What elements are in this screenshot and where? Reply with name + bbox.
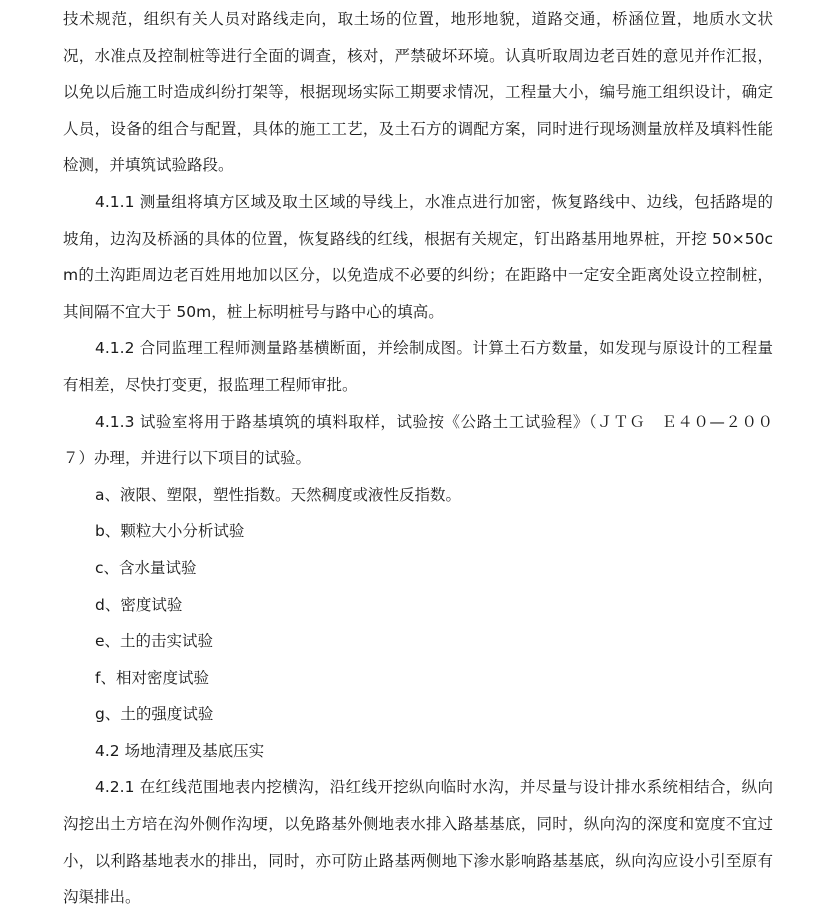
paragraph-4-2-1: 4.2.1 在红线范围地表内挖横沟，沿红线开挖纵向临时水沟，并尽量与设计排水系统相结合，纵向沟挖出土方培在沟外侧作沟埂，以免路基外侧地表水排入路基基底，同时，纵向沟的深度和宽度不宜过小，以利路基地表水的排出，同时，亦可防止路基两侧地下渗水影响路基基底，纵向沟应设小引至原有沟渠排出。	[63, 778, 773, 907]
paragraph-intro: 技术规范，组织有关人员对路线走向，取土场的位置，地形地貌，道路交通，桥涵位置，地质水文状况，水准点及控制桩等进行全面的调查，核对，严禁破坏环境。认真听取周边老百姓的意见并作汇报，以免以后施工时造成纠纷打架等，根据现场实际工期要求情况，工程量大小，编号施工组织设计，确定人员，设备的组合与配置，具体的施工工艺，及土石方的调配方案，同时进行现场测量放样及填料性能检测，并填筑试验路段。	[63, 10, 773, 175]
list-item-e: e、土的击实试验	[95, 632, 214, 651]
paragraph-4-1-2: 4.1.2 合同监理工程师测量路基横断面，并绘制成图。计算土石方数量，如发现与原设计的工程量有相差，尽快打变更，报监理工程师审批。	[63, 339, 773, 394]
list-item-c: c、含水量试验	[95, 558, 197, 577]
list-item-d: d、密度试验	[95, 595, 183, 614]
list-item-g: g、土的强度试验	[95, 705, 214, 724]
list-item-b: b、颗粒大小分析试验	[95, 522, 245, 541]
paragraph-4-1-3: 4.1.3 试验室将用于路基填筑的填料取样，试验按《公路土工试验程》（ＪＴＧ Ｅ４０—２００７）办理，并进行以下项目的试验。	[63, 412, 773, 468]
list-item-f: f、相对密度试验	[95, 668, 209, 687]
section-heading-4-2: 4.2 场地清理及基底压实	[95, 741, 265, 760]
document-body	[63, 0, 773, 916]
paragraph-4-1-1: 4.1.1 测量组将填方区域及取土区域的导线上，水准点进行加密，恢复路线中、边线，包括路堤的坡角，边沟及桥涵的具体的位置，恢复路线的红线，根据有关规定，钉出路基用地界桩，开挖 50×50cm的土沟距周边老百姓用地加以区分，以免造成不必要的纠纷；在距路中一定安全距离处设立控制桩，其间隔不宜大于 50m，桩上标明桩号与路中心的填高。	[63, 192, 773, 321]
list-item-a: a、液限、塑限，塑性指数。天然稠度或液性反指数。	[95, 485, 462, 504]
